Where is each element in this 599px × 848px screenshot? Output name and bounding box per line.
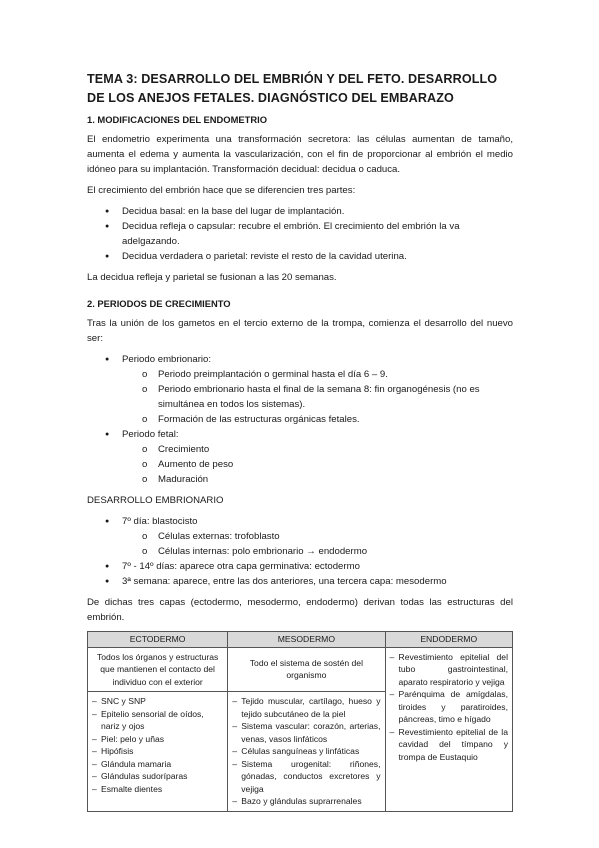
table-list-item: – Glándulas sudoríparas: [92, 770, 223, 783]
list-item: ● Periodo embrionario:: [87, 352, 513, 367]
endo-cell: [385, 647, 513, 811]
ecto-cell: [88, 692, 228, 812]
table-header-ectodermo: ECTODERMO: [88, 632, 228, 648]
table-list-item: – Bazo y glándulas suprarrenales: [232, 795, 380, 808]
page-title: TEMA 3: DESARROLLO DEL EMBRIÓN Y DEL FETO. DESARROLLO DE LOS ANEJOS FETALES. DIAGNÓSTICO DEL EMBARAZO: [87, 72, 498, 105]
meso-description: Todo el sistema de sostén del organismo: [228, 647, 385, 692]
paragraph: De dichas tres capas (ectodermo, mesodermo, endodermo) derivan todas las estructuras del embrión.: [87, 597, 513, 623]
table-list-item: – Revestimiento epitelial de la cavidad del tímpano y trompa de Eustaquio: [390, 726, 509, 764]
sub-list-item: o Periodo embrionario hasta el final de la semana 8: fin organogénesis (no es simultánea en todos los sistemas).: [87, 382, 513, 412]
ecto-description: Todos los órganos y estructuras que mantienen el contacto del individuo con el exterior: [88, 647, 228, 692]
list-item: ● Decidua basal: en la base del lugar de implantación.: [87, 204, 513, 219]
list-item: ● Decidua refleja o capsular: recubre el embrión. El crecimiento del embrión la va adelgazando.: [87, 219, 513, 249]
sub-list-item: o Crecimiento: [87, 442, 513, 457]
germ-layers-table: [87, 631, 513, 812]
list-item: ● 3ª semana: aparece, entre las dos anteriores, una tercera capa: mesodermo: [87, 574, 513, 589]
list-item: ● 7º día: blastocisto: [87, 514, 513, 529]
meso-cell: [228, 692, 385, 812]
table-list-item: – Epitelio sensorial de oídos, nariz y ojos: [92, 708, 223, 733]
table-list-item: – SNC y SNP: [92, 695, 223, 708]
list-item: ● Decidua verdadera o parietal: reviste el resto de la cavidad uterina.: [87, 249, 513, 264]
table-list-item: – Piel: pelo y uñas: [92, 733, 223, 746]
sub-list-item: o Aumento de peso: [87, 457, 513, 472]
table-list-item: – Hipófisis: [92, 745, 223, 758]
sub-list-item: o Formación de las estructuras orgánicas fetales.: [87, 412, 513, 427]
table-list-item: – Revestimiento epitelial del tubo gastrointestinal, aparato respiratorio y vejiga: [390, 651, 509, 689]
sub-list-item: o Células externas: trofoblasto: [87, 529, 513, 544]
list-item: ● Periodo fetal:: [87, 427, 513, 442]
subheading-desarrollo: DESARROLLO EMBRIONARIO: [87, 495, 224, 506]
paragraph: El crecimiento del embrión hace que se diferencien tres partes:: [87, 185, 356, 196]
sub-list-item: o Maduración: [87, 472, 513, 487]
table-list-item: – Tejido muscular, cartílago, hueso y tejido subcutáneo de la piel: [232, 695, 380, 720]
sub-list-item: o Periodo preimplantación o germinal hasta el día 6 – 9.: [87, 367, 513, 382]
periodos-list: [87, 352, 513, 487]
document-page: [87, 70, 513, 812]
table-list-item: – Esmalte dientes: [92, 783, 223, 796]
paragraph: La decidua refleja y parietal se fusionan a las 20 semanas.: [87, 272, 337, 283]
table-list-item: – Parénquima de amígdalas, tiroides y paratiroides, páncreas, timo e hígado: [390, 688, 509, 726]
list-item: ● 7º - 14º días: aparece otra capa germinativa: ectodermo: [87, 559, 513, 574]
table-header-mesodermo: MESODERMO: [228, 632, 385, 648]
paragraph: El endometrio experimenta una transformación secretora: las células aumentan de tamaño, aumenta el edema y aumenta la vascularización, con el fin de proporcionar al embrión el medio idóneo para su implantación. Transformación decidual: decidua o caduca.: [87, 134, 513, 175]
section-heading-periodos: 2. PERIODOS DE CRECIMIENTO: [87, 298, 231, 309]
sub-list-item: o Células internas: polo embrionario → endodermo: [87, 544, 513, 559]
section-heading-endometrio: 1. MODIFICACIONES DEL ENDOMETRIO: [87, 114, 268, 125]
paragraph: Tras la unión de los gametos en el tercio externo de la trompa, comienza el desarrollo del nuevo ser:: [87, 318, 513, 344]
table-list-item: – Células sanguíneas y linfáticas: [232, 745, 380, 758]
table-header-endodermo: ENDODERMO: [385, 632, 513, 648]
decidua-list: [87, 204, 513, 264]
table-list-item: – Sistema vascular: corazón, arterias, venas, vasos linfáticos: [232, 720, 380, 745]
desarrollo-list: [87, 514, 513, 589]
table-list-item: – Sistema urogenital: riñones, gónadas, conductos excretores y vejiga: [232, 758, 380, 796]
table-list-item: – Glándula mamaria: [92, 758, 223, 771]
